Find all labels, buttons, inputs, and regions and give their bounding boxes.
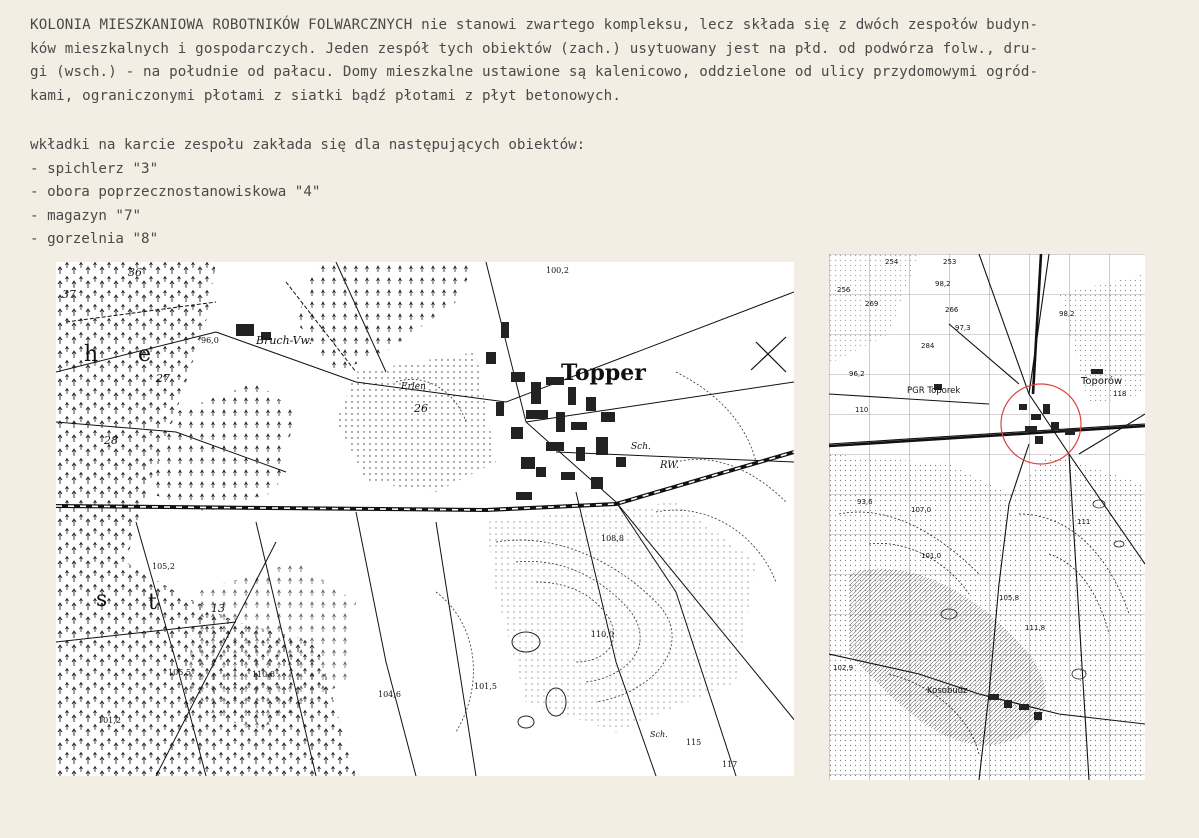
intro-line-4: kami, ograniczonymi płotami z siatki bądź płotami z płyt betonowych.: [30, 87, 622, 104]
map-label: 105,2: [152, 562, 175, 571]
insert-item-granary: - spichlerz "3": [30, 160, 159, 177]
map-label: 253: [943, 258, 957, 266]
map-label: 256: [837, 286, 851, 294]
map-label: 37: [62, 288, 76, 301]
map-label: 97,3: [955, 324, 971, 332]
map-label: 96,0: [201, 336, 219, 345]
intro-line-1: nie stanowi zwartego kompleksu, lecz składa się z dwóch zespołów budyn-: [412, 17, 1039, 33]
map-label: RW.: [660, 460, 680, 471]
modern-map: [829, 254, 1145, 780]
map-label: Sch.: [631, 442, 651, 452]
forest-letter-s: s: [96, 587, 108, 612]
map-label: 100,2: [546, 266, 569, 275]
town-name-toporow: Toporów: [1081, 376, 1123, 387]
map-label: 106,5: [168, 668, 191, 677]
map-label: 254: [885, 258, 899, 266]
map-label: 27: [156, 372, 170, 385]
settlement-name: Bruch-Vw.: [256, 334, 313, 347]
inserts-heading: wkładki na karcie zespołu zakłada się dla następujących obiektów:: [30, 137, 586, 153]
map-label: 26: [414, 402, 428, 415]
map-label: 269: [865, 300, 879, 308]
historical-map-drawing: [56, 262, 794, 776]
map-label: 98,2: [935, 280, 951, 288]
intro-line-2: ków mieszkalnych i gospodarczych. Jeden zespół tych obiektów (zach.) usytuowany jest na płd. od podwórza folw., dru-: [30, 40, 1039, 57]
map-label: 284: [921, 342, 935, 350]
village-name-kosobudz: Kosobudz: [927, 686, 968, 696]
map-label: 102,9: [833, 664, 854, 672]
insert-item-cowshed: - obora poprzecznostanowiskowa "4": [30, 184, 321, 201]
forest-letter-e: e: [138, 342, 152, 367]
forest-letter-h: h: [84, 342, 99, 367]
map-label: 111,8: [1025, 624, 1046, 632]
map-label: 115: [686, 738, 702, 747]
map-label: 110: [855, 406, 869, 414]
map-label: Sch.: [650, 730, 668, 739]
town-name-topper: Topper: [561, 360, 646, 386]
map-label: 93,6: [857, 498, 873, 506]
map-label: 108,8: [601, 534, 624, 543]
map-label: 105,8: [999, 594, 1020, 602]
map-label: 111: [1077, 518, 1091, 526]
map-label: 101,5: [474, 682, 497, 691]
map-label: Erlen: [401, 382, 426, 392]
map-label: 107,0: [911, 506, 932, 514]
map-label: 101,0: [921, 552, 942, 560]
intro-line: [30, 14, 1190, 38]
map-label: 13: [211, 602, 225, 615]
map-label: 110,8: [252, 670, 275, 679]
inserts-list: [30, 134, 585, 252]
map-label: 110,0: [591, 630, 614, 639]
intro-paragraph: [30, 14, 1190, 108]
historical-map: [56, 262, 794, 776]
insert-item-distillery: - gorzelnia "8": [30, 231, 159, 248]
map-label: 98,2: [1059, 310, 1075, 318]
intro-line-3: gi (wsch.) - na południe od pałacu. Domy mieszkalne ustawione są kalenicowo, oddzielone od ulicy przydomowymi ogród-: [30, 64, 1039, 80]
forest-letter-t: t: [148, 590, 157, 615]
map-label: 96,2: [849, 370, 865, 378]
map-label: 104,6: [378, 690, 401, 699]
map-label: 28: [104, 434, 118, 447]
map-label: 118: [1113, 390, 1127, 398]
map-label: 101,2: [98, 716, 121, 725]
modern-map-drawing: [829, 254, 1145, 780]
map-label: 117: [722, 760, 738, 769]
intro-lead: KOLONIA MIESZKANIOWA ROBOTNIKÓW FOLWARCZNYCH: [30, 17, 413, 33]
map-label: 36: [128, 266, 142, 279]
map-label: 266: [945, 306, 959, 314]
pgr-toporek-label: PGR Toporek: [907, 386, 961, 396]
insert-item-warehouse: - magazyn "7": [30, 207, 142, 224]
